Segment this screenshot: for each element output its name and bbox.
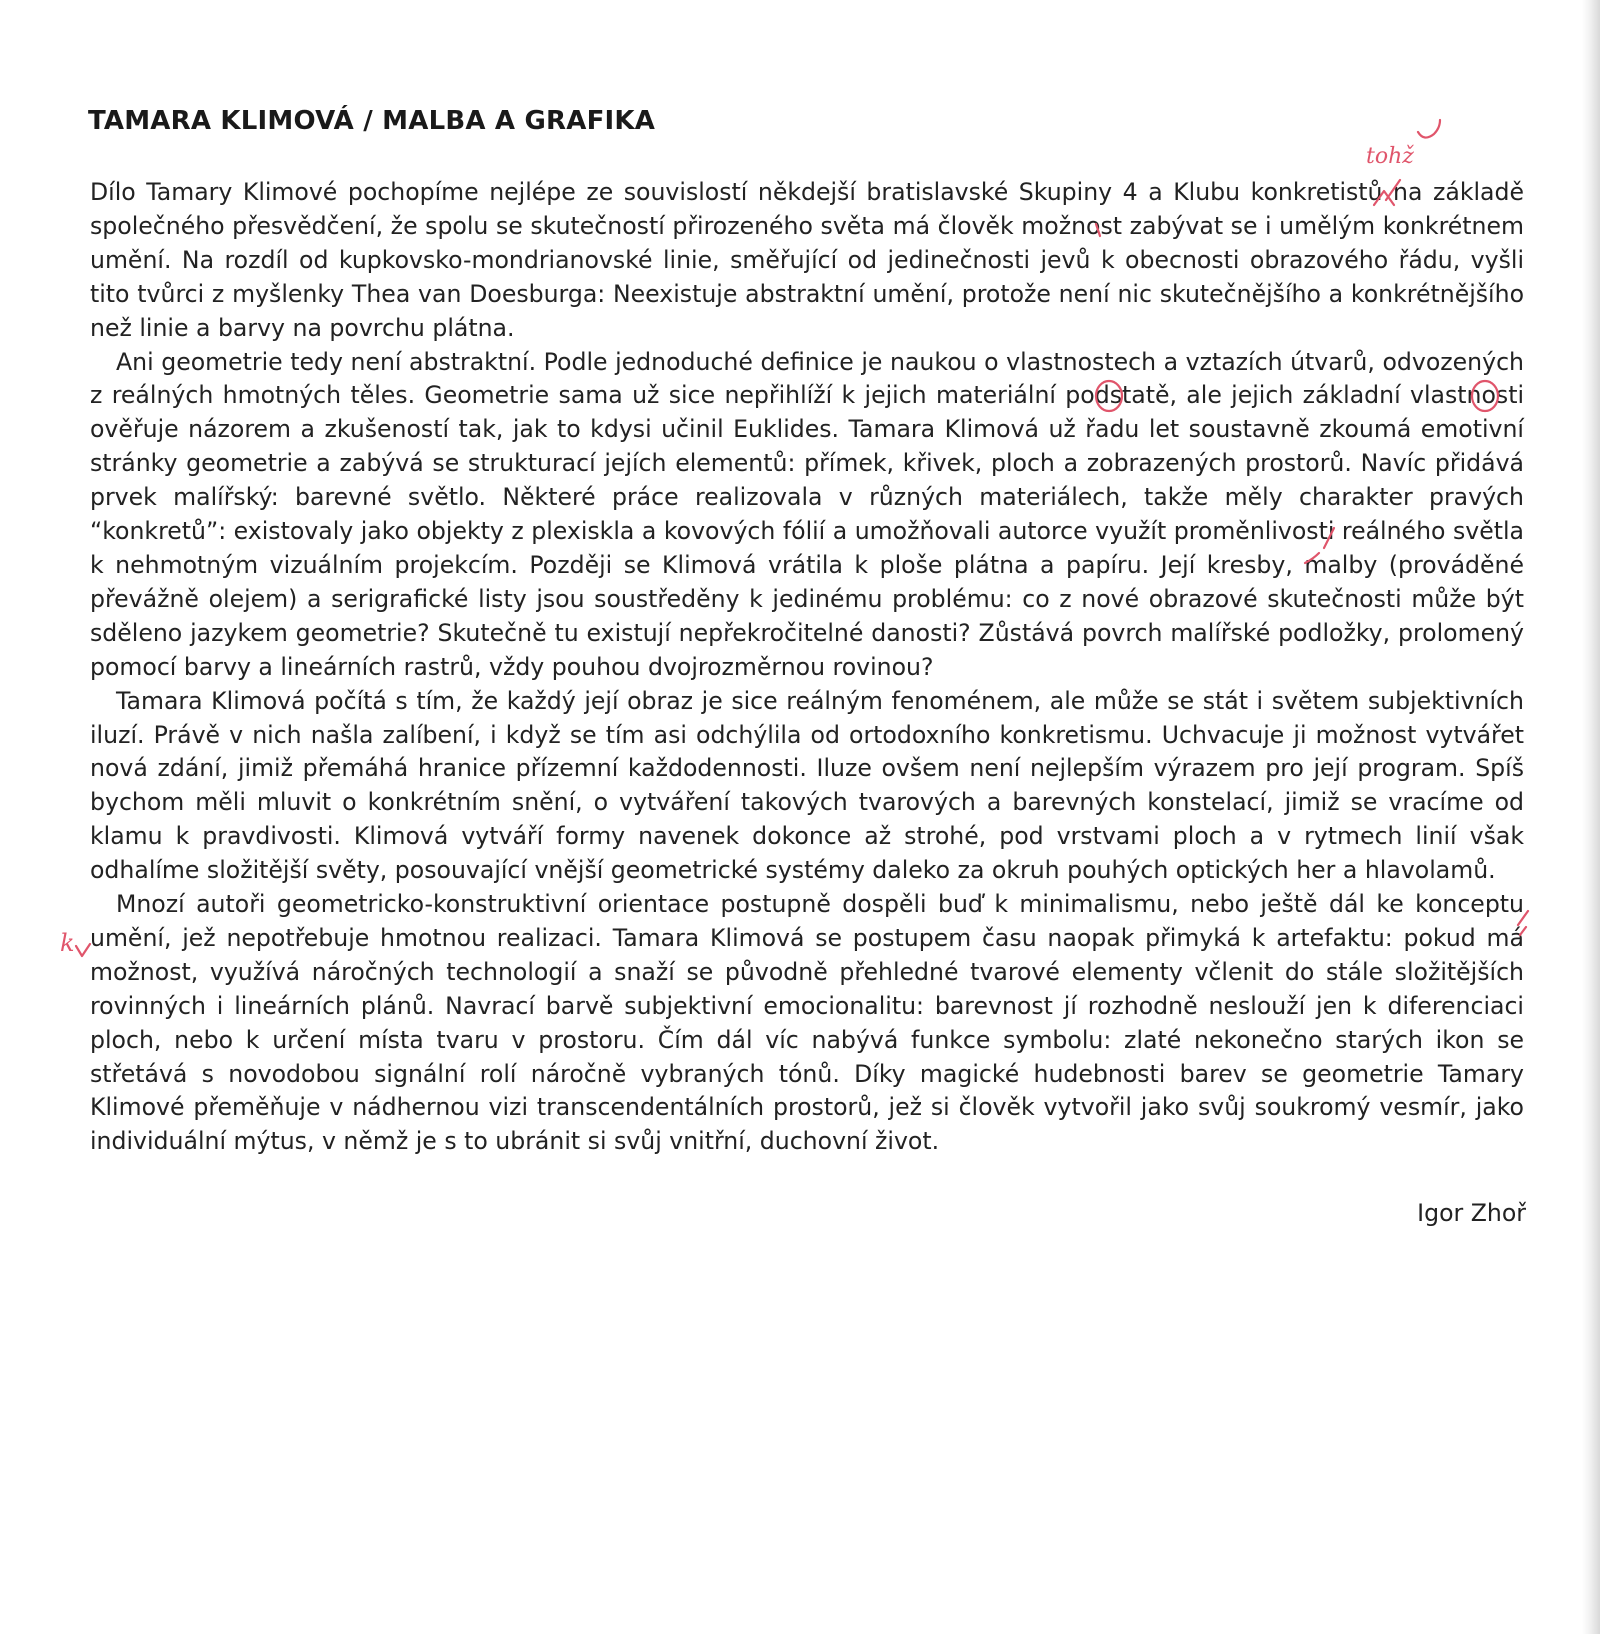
margin-note-left: k — [60, 929, 75, 957]
paragraph-2: Ani geometrie tedy není abstraktní. Podle jednoduché definice je naukou o vlastnostech a vztazích útvarů, odvozených z reálných hmotných těles. Geometrie sama už sice nepřihlíží k jejich materiální podstatě, ale jejich základní vlastnosti ověřuje názorem a zkušeností tak, jak to kdysi učinil Euklides. Tamara Klimová už řadu let soustavně zkoumá emotivní stránky geometrie a zabývá se strukturací jejích elementů: přímek, křivek, ploch a zobrazených prostorů. Navíc přidává prvek malířský: barevné světlo. Některé práce realizovala v různých materiálech, takže měly charakter pravých “konkretů”: existovaly jako objekty z plexiskla a kovových fólií a umožňovali autorce využít proměnlivosti reálného světla k nehmotným vizuálním projekcím. Později se Klimová vrátila k ploše plátna a papíru. Její kresby, malby (prováděné převážně olejem) a serigrafické listy jsou soustředěny k jedinému problému: co z nové obrazové skutečnosti může být sděleno jazykem geometrie? Skutečně tu existují nepřekročitelné danosti? Zůstává povrch malířské podložky, prolomený pomocí barvy a lineárních rastrů, vždy pouhou dvojrozměrnou rovinou? — [90, 347, 1524, 681]
article-body — [90, 176, 1524, 1159]
page-edge-shadow — [1582, 0, 1600, 1634]
paragraph-1: Dílo Tamary Klimové pochopíme nejlépe ze souvislostí někdejší bratislavské Skupiny 4 a Klubu konkretistů na základě společného přesvědčení, že spolu se skutečností přirozeného světa má člověk možnost zabývat se i umělým konkrétnem umění. Na rozdíl od kupkovsko-mondrianovské linie, směřující od jedinečnosti jevů k obecnosti obrazového řádu, vyšli tito tvůrci z myšlenky Thea van Doesburga: Neexistuje abstraktní umění, protože není nic skutečnějšího a konkrétnějšího než linie a barvy na povrchu plátna. — [90, 178, 1524, 342]
insert-v-icon — [76, 944, 90, 956]
page-title: TAMARA KLIMOVÁ / MALBA A GRAFIKA — [88, 106, 656, 136]
paragraph-3: Tamara Klimová počítá s tím, že každý její obraz je sice reálným fenoménem, ale může se stát i světem subjektivních iluzí. Právě v nich našla zalíbení, i když se tím asi odchýlila od ortodoxního konkretismu. Uchvacuje ji možnost vytvářet nová zdání, jimiž přemáhá hranice přízemní každodennosti. Iluze ovšem není nejlepším výrazem pro její program. Spíš bychom měli mluvit o konkrétním snění, o vytváření takových tvarových a barevných konstelací, jimiž se vracíme od klamu k pravdivosti. Klimová vytváří formy navenek dokonce až strohé, pod vrstvami ploch a v rytmech linií však odhalíme složitější světy, posouvající vnější geometrické systémy daleko za okruh pouhých optických her a hlavolamů. — [90, 686, 1524, 885]
author-signature: Igor Zhoř — [1417, 1199, 1526, 1227]
margin-note-top: tohž — [1366, 144, 1414, 169]
check-mark-icon — [1418, 120, 1440, 138]
paragraph-4: Mnozí autoři geometricko-konstruktivní orientace postupně dospěli buď k minimalismu, nebo ještě dál ke konceptu umění, jež nepotřebuje hmotnou realizaci. Tamara Klimová se postupem času naopak přimyká k artefaktu: pokud má možnost, využívá náročných technologií a snaží se původně přehledné tvarové elementy včlenit do stále složitějších rovinných i lineárních plánů. Navrací barvě subjektivní emocionalitu: barevnost jí rozhodně neslouží jen k diferenciaci ploch, nebo k určení místa tvaru v prostoru. Čím dál víc nabývá funkce symbolu: zlaté nekonečno starých ikon se střetává s novodobou signální rolí náročně vybraných tónů. Díky magické hudebnosti barev se geometrie Tamary Klimové přeměňuje v nádhernou vizi transcendentálních prostorů, jež si člověk vytvořil jako svůj soukromý vesmír, jako individuální mýtus, v němž je s to ubránit si svůj vnitřní, duchovní život. — [90, 890, 1524, 1156]
